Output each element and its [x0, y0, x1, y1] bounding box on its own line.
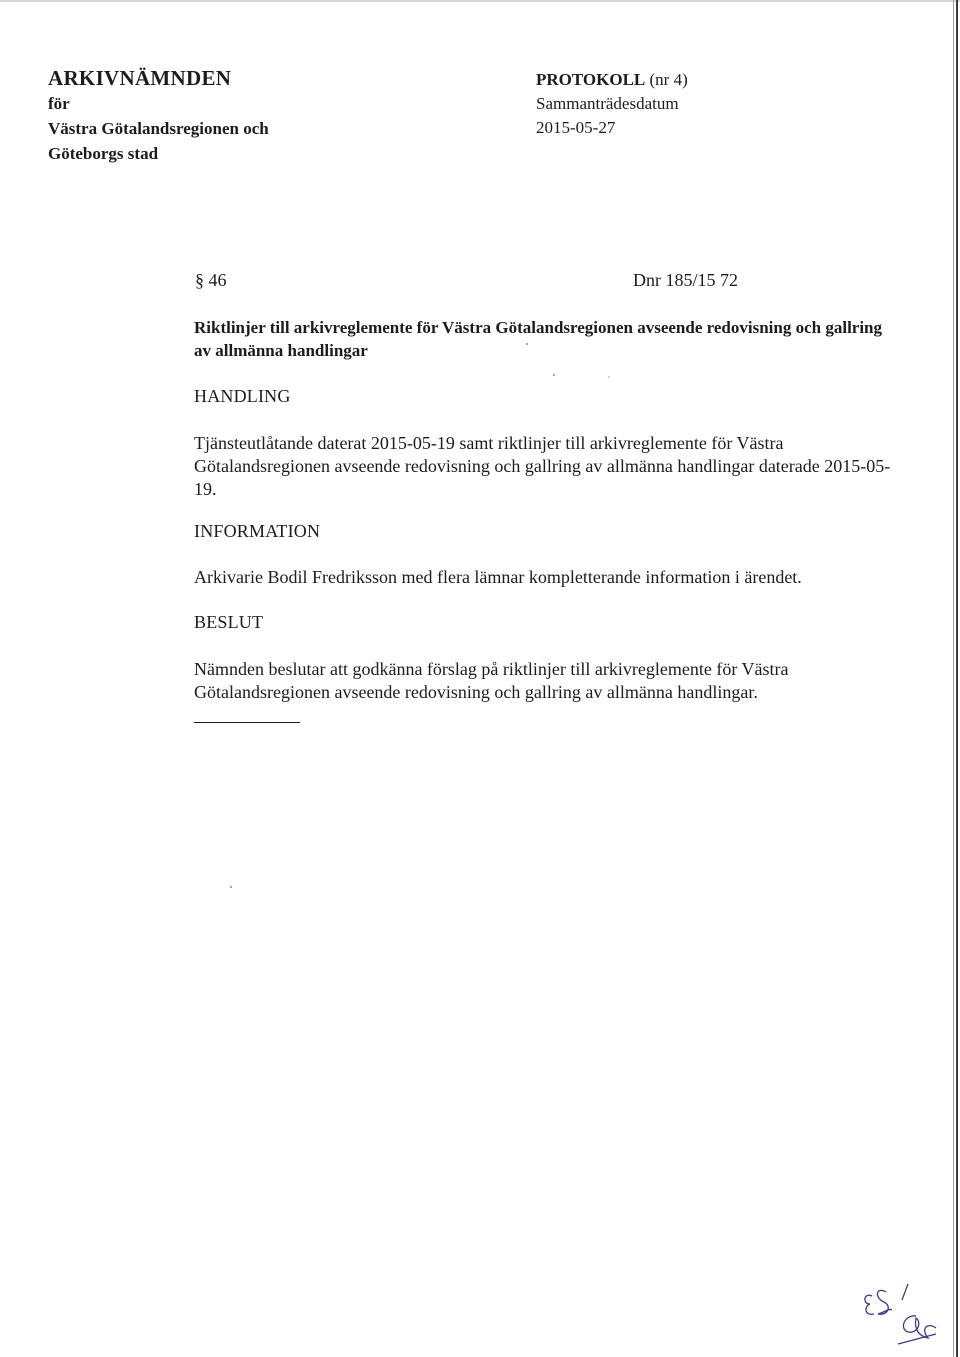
- scan-speck: [230, 886, 232, 888]
- beslut-text: Nämnden beslutar att godkänna förslag på riktlinjer till arkivreglemente för Västra Götalandsregionen avseende redovisning och gallring av allmänna handlingar.: [194, 659, 789, 702]
- paragraph-number: § 46: [195, 270, 227, 290]
- closing-rule: [194, 722, 300, 723]
- meeting-date: 2015-05-27: [536, 118, 616, 137]
- organisation-region: Västra Götalandsregionen och: [48, 119, 269, 138]
- item-title: Riktlinjer till arkivreglemente för Västra Götalandsregionen avseende redovisning och gallring av allmänna handlingar: [194, 318, 883, 360]
- scan-right-edge-inner: [953, 0, 954, 1357]
- protocol-title: [536, 68, 688, 92]
- organisation-for: för: [48, 94, 70, 113]
- beslut-heading: BESLUT: [194, 612, 264, 632]
- protocol-number: (nr 4): [649, 70, 688, 89]
- scan-speck: [526, 343, 528, 345]
- diary-number: Dnr 185/15 72: [633, 270, 738, 290]
- protocol-label: PROTOKOLL: [536, 70, 646, 89]
- handling-heading: HANDLING: [194, 386, 291, 406]
- information-text: Arkivarie Bodil Fredriksson med flera lämnar kompletterande information i ärendet.: [194, 567, 802, 587]
- meeting-date-label: Sammanträdesdatum: [536, 94, 679, 113]
- information-heading: INFORMATION: [194, 521, 321, 541]
- organisation-name: ARKIVNÄMNDEN: [48, 66, 232, 90]
- organisation-block: [48, 66, 269, 166]
- scan-top-edge: [0, 0, 960, 2]
- handling-text: Tjänsteutlåtande daterat 2015-05-19 samt riktlinjer till arkivreglemente för Västra Götalandsregionen avseende redovisning och gallring av allmänna handlingar daterade 2015-05-19.: [194, 433, 891, 499]
- handwritten-initials: [858, 1278, 942, 1350]
- scan-speck: [608, 376, 610, 378]
- scan-speck: [553, 374, 555, 376]
- scan-right-edge: [956, 0, 958, 1357]
- protocol-block: [536, 68, 688, 140]
- organisation-city: Göteborgs stad: [48, 144, 159, 163]
